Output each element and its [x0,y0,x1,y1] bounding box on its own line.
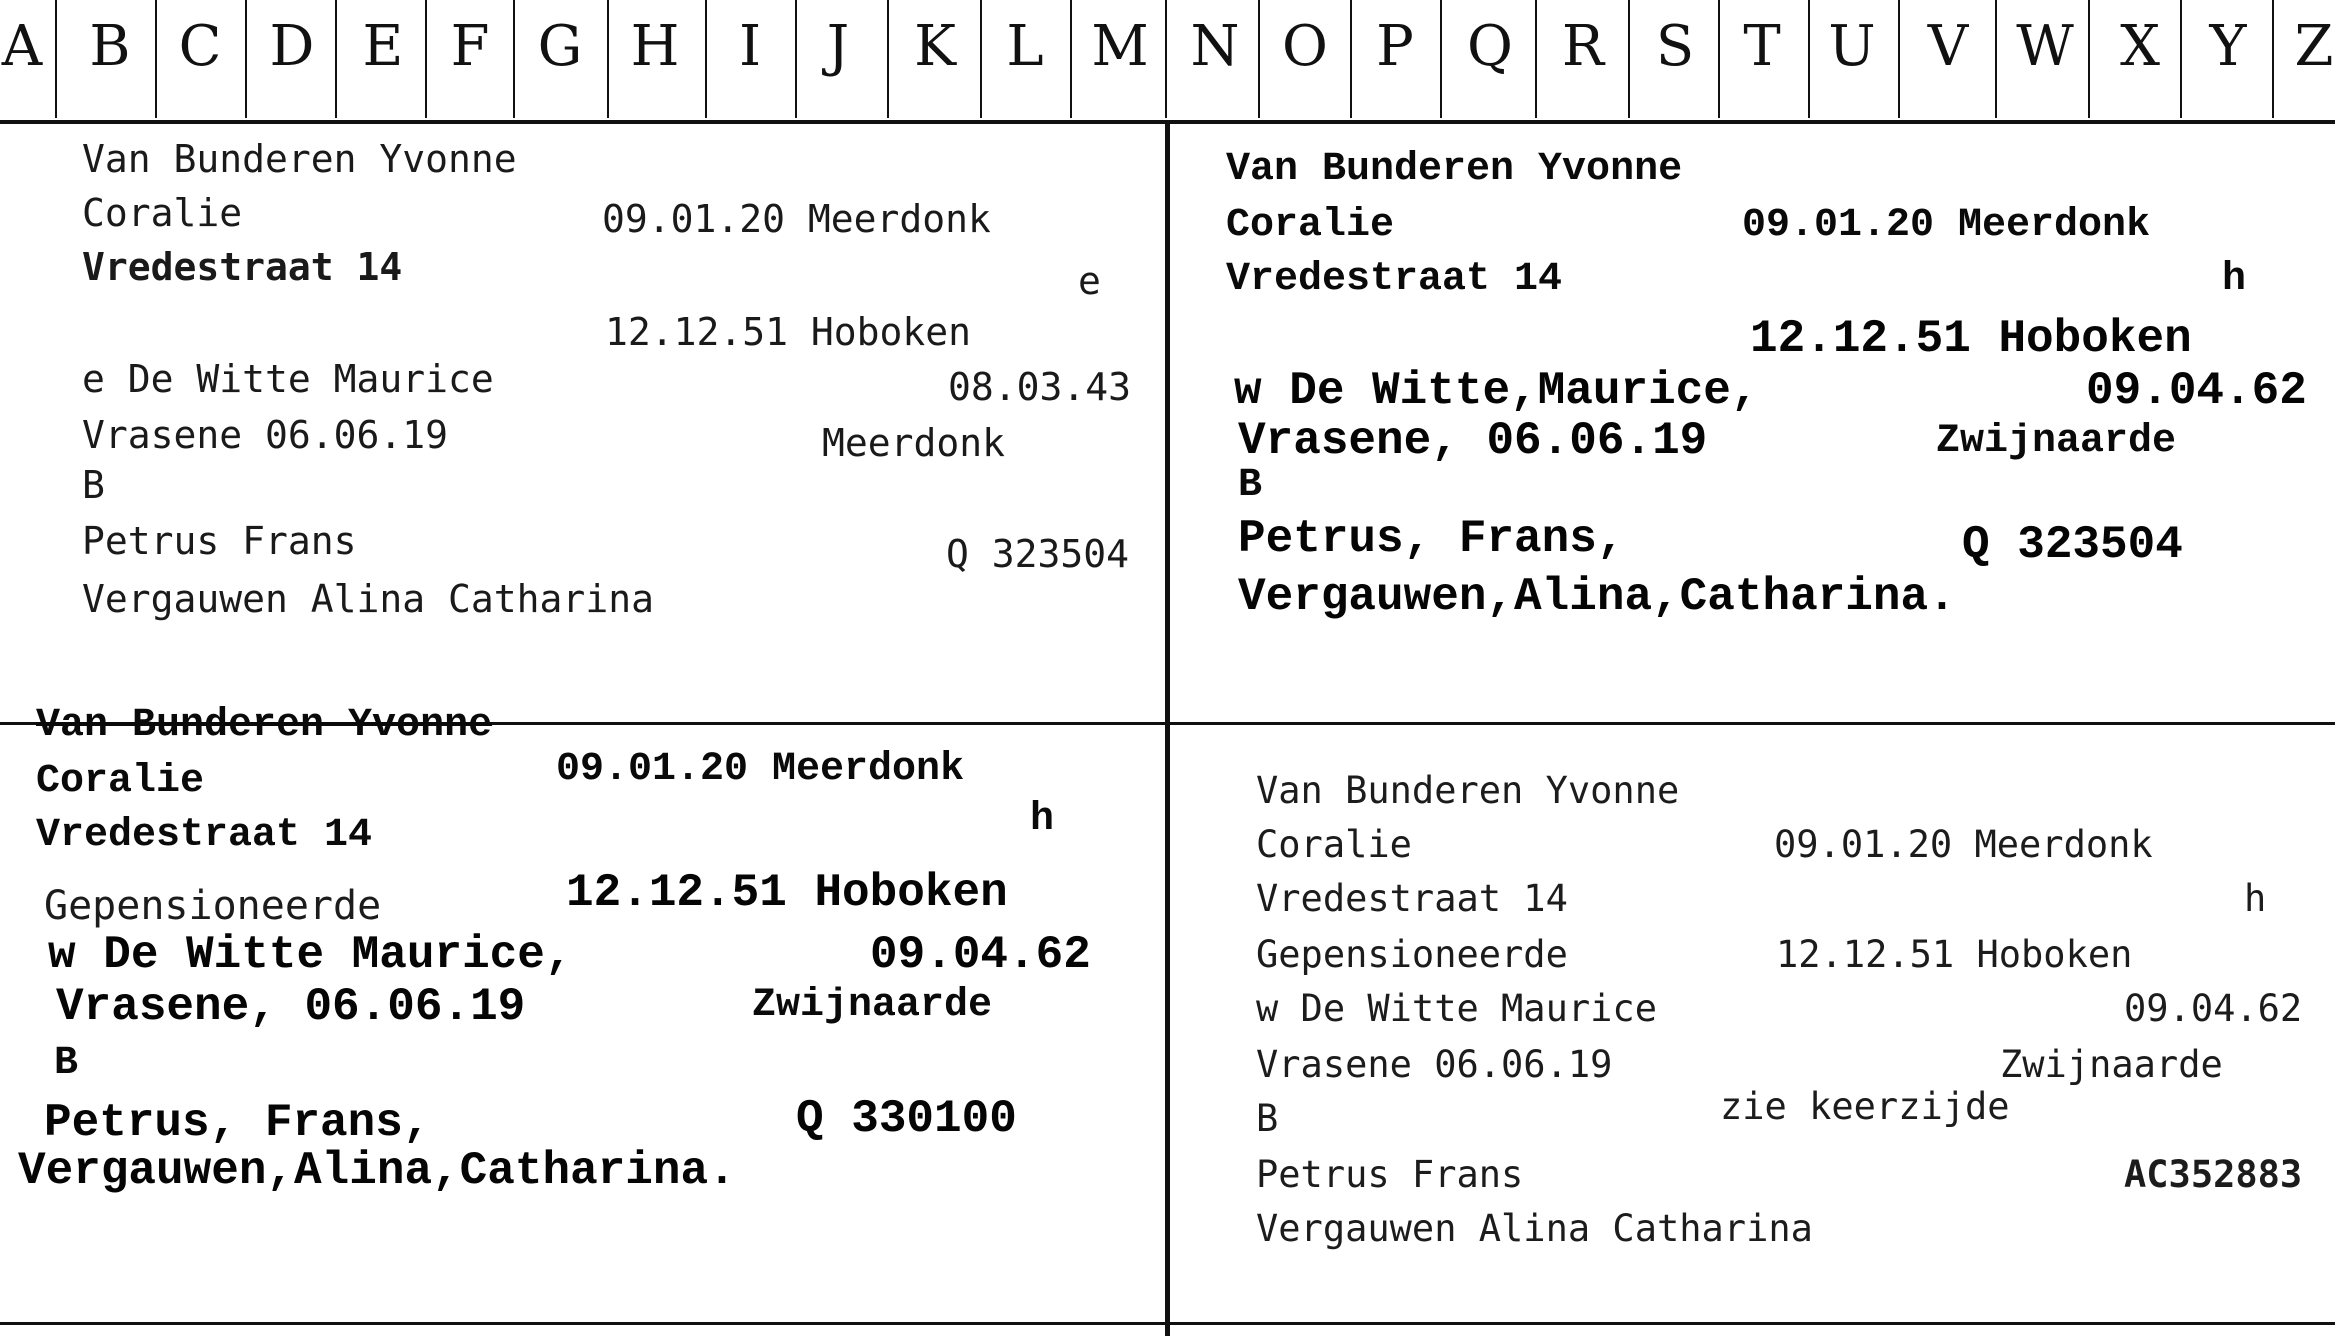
index-divider [2088,0,2090,118]
card-father: Petrus Frans [82,519,357,563]
index-divider [2272,0,2274,118]
card-spouse: w De Witte Maurice, [48,929,573,981]
card-spouse-birth: Vrasene, 06.06.19 [56,981,526,1033]
card-code: h [2222,257,2247,302]
card-b-marker: B [82,463,105,507]
card-spouse-birth: Vrasene, 06.06.19 [1238,415,1708,467]
index-divider [425,0,427,118]
card-move: 12.12.51 Hoboken [1776,933,2133,976]
index-divider [1070,0,1072,118]
card-occupation: Gepensioneerde [1256,933,1568,976]
card-name: Van Bunderen Yvonne [82,137,517,181]
index-letter-p: P [1376,14,1414,79]
card-number: Q 330100 [796,1093,1017,1145]
card-number: AC352883 [2124,1153,2303,1196]
index-letter-n: N [1190,14,1240,79]
index-letter-a: A [1,14,43,79]
index-letter-w: W [2016,14,2074,79]
card-name: Van Bunderen Yvonne [36,703,493,748]
index-divider [55,0,57,118]
index-divider [1898,0,1900,118]
index-letter-j: J [826,14,850,79]
index-letter-e: E [362,14,404,79]
index-letter-q: Q [1467,14,1513,79]
card-mother: Vergauwen,Alina,Catharina. [18,1145,736,1197]
card-spouse-birth: Vrasene 06.06.19 [1256,1043,1613,1086]
index-letter-o: O [1282,14,1328,79]
index-letter-x: X [2120,14,2160,79]
card-move: 12.12.51 Hoboken [1750,313,2192,365]
index-divider [795,0,797,118]
card-street: Vredestraat 14 [1256,877,1568,920]
card-spouse-place: Zwijnaarde [2000,1043,2223,1086]
index-letter-d: D [269,14,315,79]
card-code: h [1030,797,1055,842]
index-letter-z: Z [2294,14,2334,79]
card-spouse-birth: Vrasene 06.06.19 [82,413,449,457]
card-birth: 09.01.20 Meerdonk [1774,823,2153,866]
index-divider [513,0,515,118]
card-spouse: w De Witte Maurice [1256,987,1657,1030]
card-number: Q 323504 [946,532,1130,576]
index-divider [980,0,982,118]
card-code: h [2244,877,2267,920]
index-letter-h: H [630,14,680,79]
index-letter-c: C [178,14,222,79]
index-divider [155,0,157,118]
index-divider [1440,0,1442,118]
index-divider [1535,0,1537,118]
index-letter-t: T [1743,14,1781,79]
index-divider [1628,0,1630,118]
card-spouse-date: 09.04.62 [2086,365,2307,417]
index-letter-l: L [1006,14,1044,79]
index-letter-v: V [1927,14,1969,79]
card-street: Vredestraat 14 [36,813,373,858]
card-code: e [1078,259,1101,303]
index-letter-y: Y [2209,14,2247,79]
card-mother: Vergauwen Alina Catharina [1256,1207,1813,1250]
index-letter-r: R [1561,14,1605,79]
center-divider [1165,122,1170,1336]
card-mother: Vergauwen Alina Catharina [82,577,654,621]
card-move: 12.12.51 Hoboken [605,310,972,354]
index-divider [1808,0,1810,118]
card-b-marker: B [1256,1097,1279,1140]
index-divider [2180,0,2182,118]
index-letter-i: I [738,14,762,79]
index-letter-f: F [450,14,490,79]
card-street: Vredestraat 14 [82,245,403,289]
card-given-name: Coralie [1226,203,1395,248]
card-spouse: w De Witte,Maurice, [1234,365,1759,417]
index-divider [1258,0,1260,118]
card-number: Q 323504 [1962,519,2183,571]
card-birth: 09.01.20 Meerdonk [602,197,991,241]
card-spouse-place: Zwijnaarde [752,983,993,1028]
card-mother: Vergauwen,Alina,Catharina. [1238,571,1956,623]
card-spouse-place: Zwijnaarde [1936,419,2177,464]
card-name: Van Bunderen Yvonne [1256,769,1680,812]
card-father: Petrus, Frans, [44,1097,431,1149]
card-father: Petrus Frans [1256,1153,1524,1196]
index-divider [705,0,707,118]
card-note: zie keerzijde [1720,1085,2010,1128]
card-given-name: Coralie [1256,823,1412,866]
card-name: Van Bunderen Yvonne [1226,147,1683,192]
index-letter-s: S [1655,14,1695,79]
card-spouse: e De Witte Maurice [82,357,494,401]
index-divider [1718,0,1720,118]
card-occupation: Gepensioneerde [44,883,382,929]
index-letter-u: U [1828,14,1876,79]
card-birth: 09.01.20 Meerdonk [1742,203,2151,248]
index-letter-b: B [89,14,131,79]
index-letter-m: M [1091,14,1149,79]
card-given-name: Coralie [82,191,243,235]
card-given-name: Coralie [36,759,205,804]
card-spouse-date: 09.04.62 [2124,987,2303,1030]
index-divider [1995,0,1997,118]
card-street: Vredestraat 14 [1226,257,1563,302]
index-letter-g: G [537,14,583,79]
card-birth: 09.01.20 Meerdonk [556,747,965,792]
card-b-marker: B [1238,463,1263,508]
card-spouse-place: Meerdonk [822,421,1006,465]
card-spouse-date: 08.03.43 [948,365,1132,409]
index-divider [1165,0,1167,118]
index-divider [245,0,247,118]
index-divider [1350,0,1352,118]
card-move: 12.12.51 Hoboken [566,867,1008,919]
card-father: Petrus, Frans, [1238,513,1625,565]
bottom-rule [0,1322,2335,1325]
card-spouse-date: 09.04.62 [870,929,1091,981]
index-letter-k: K [914,14,956,79]
index-divider [607,0,609,118]
index-divider [887,0,889,118]
index-divider [335,0,337,118]
card-b-marker: B [54,1041,79,1086]
